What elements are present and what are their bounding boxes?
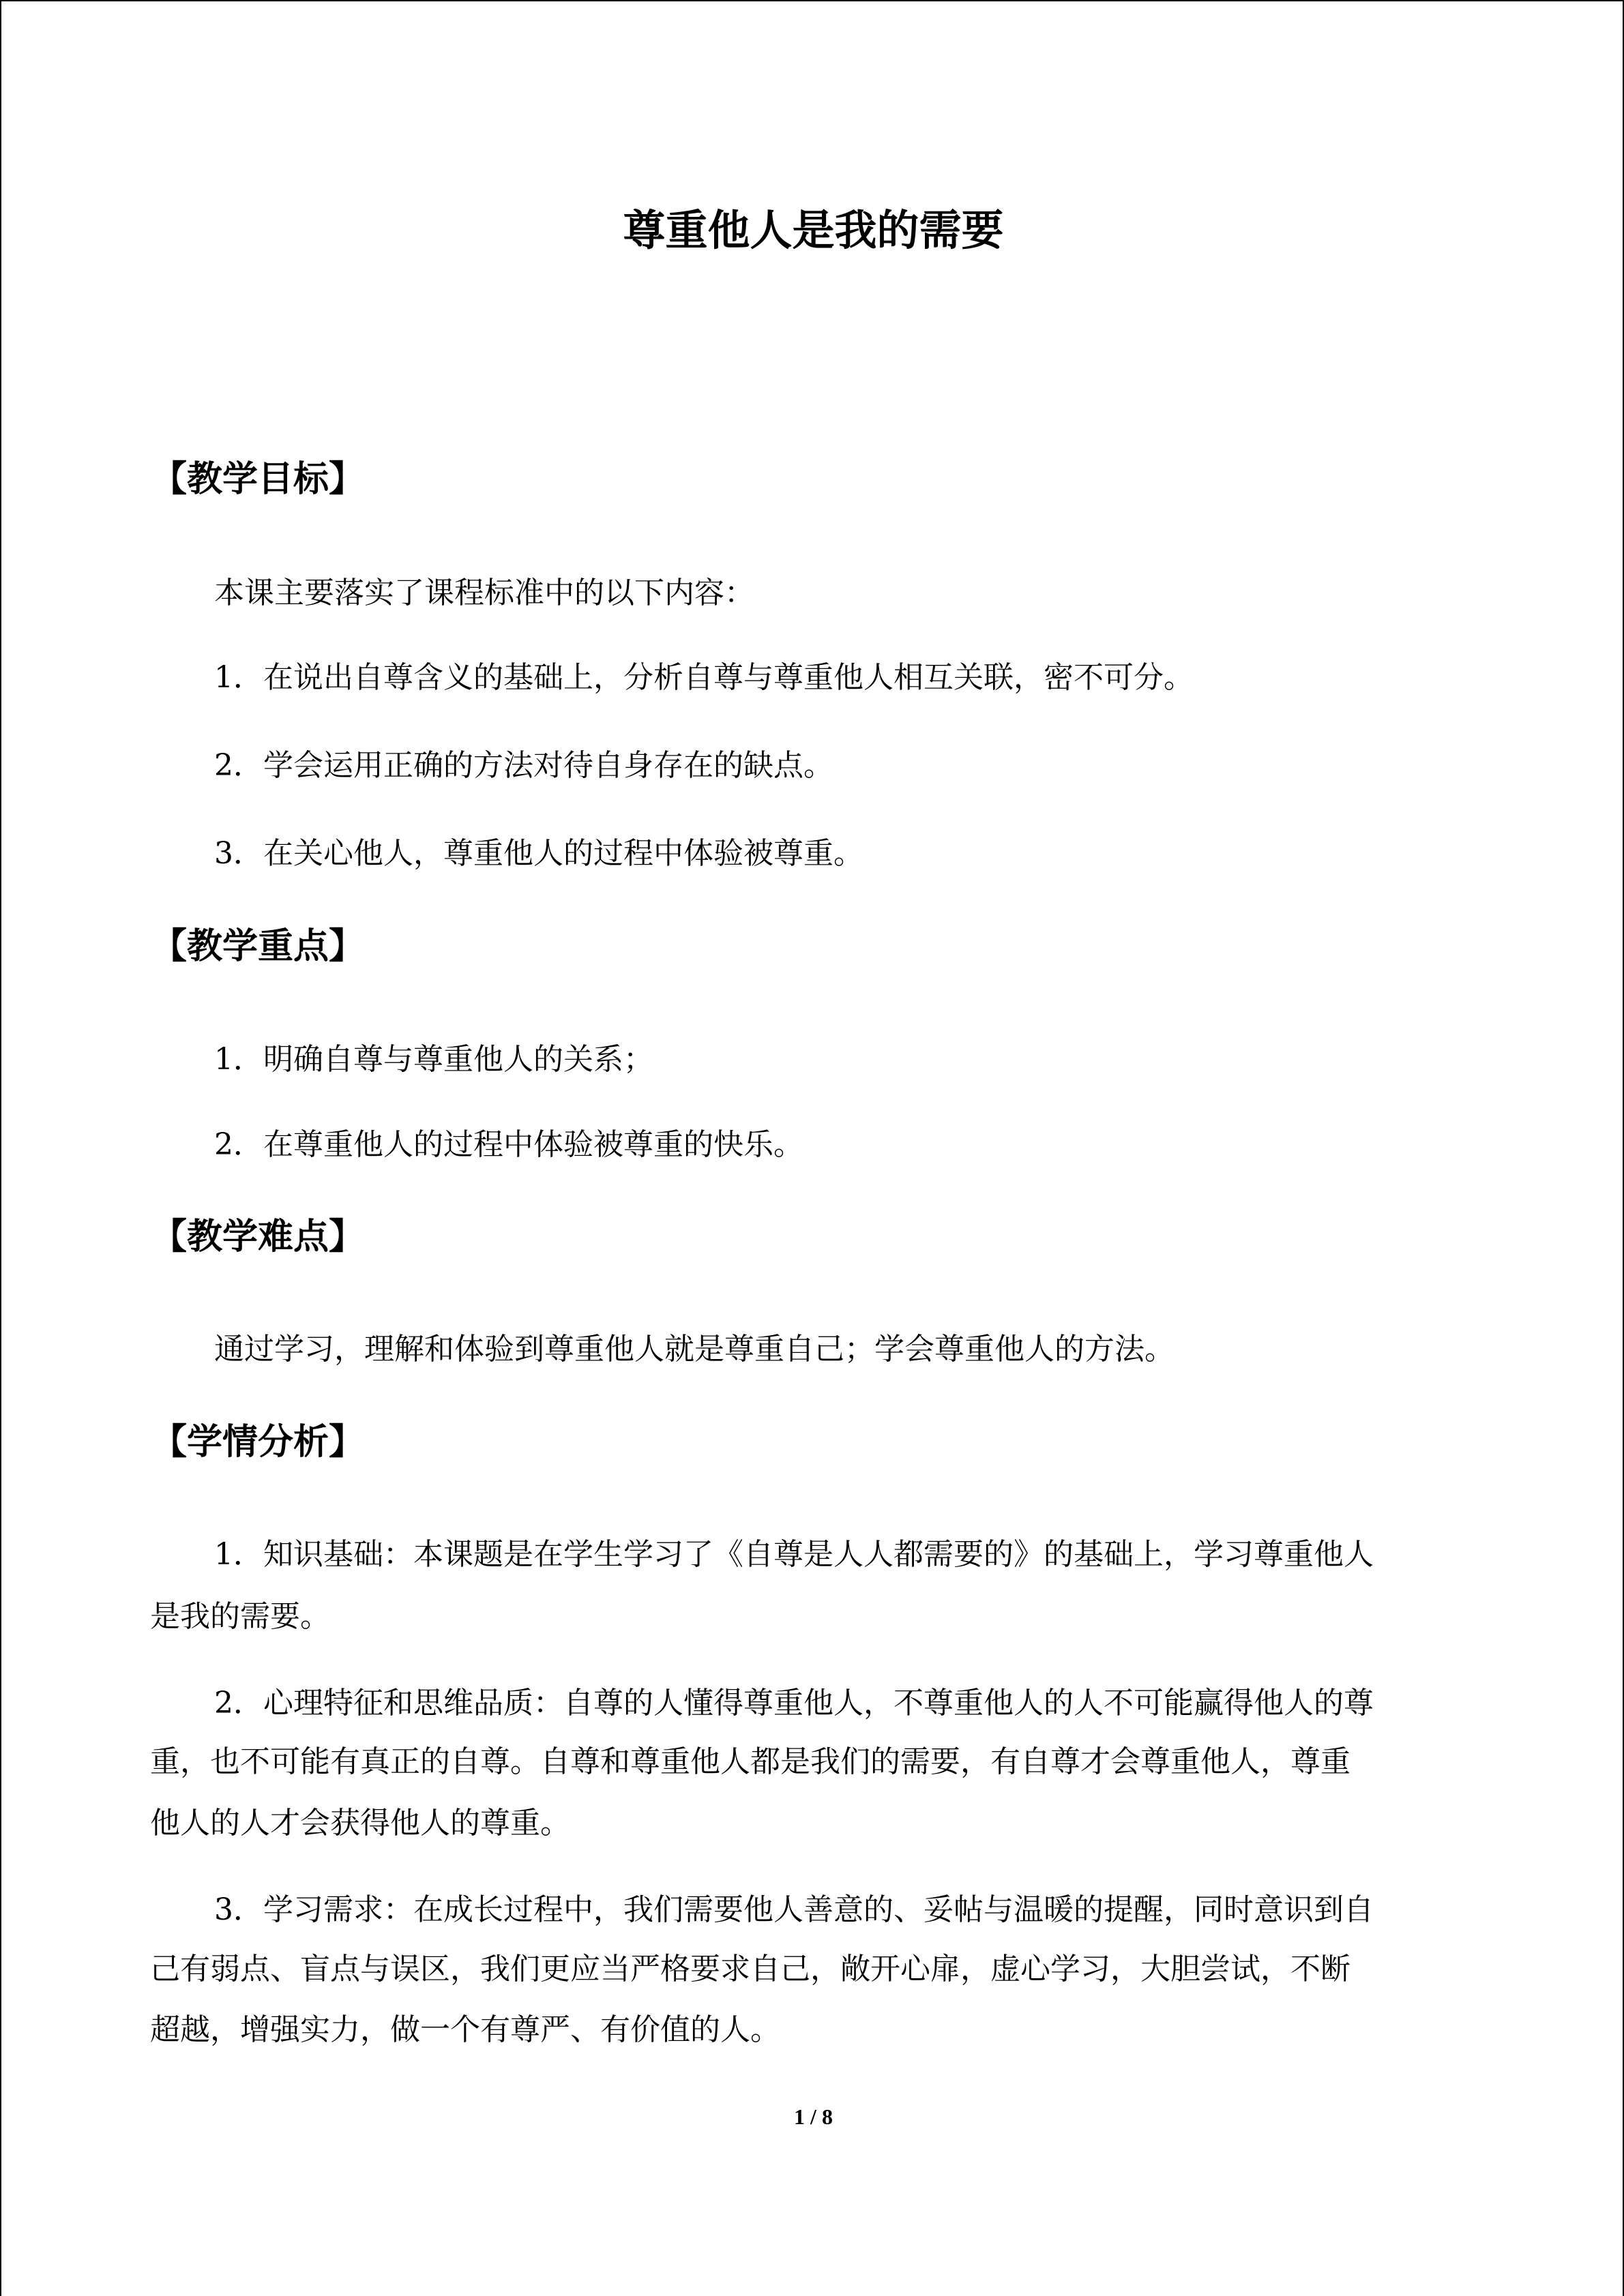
goals-item-3: 3．在关心他人，尊重他人的过程中体验被尊重。	[214, 836, 863, 871]
analysis-para2-line2: 重，也不可能有真正的自尊。自尊和尊重他人都是我们的需要，有自尊才会尊重他人，尊重	[150, 1744, 1350, 1779]
goals-item-1: 1．在说出自尊含义的基础上，分析自尊与尊重他人相互关联，密不可分。	[214, 660, 1194, 695]
analysis-para3-line3: 超越，增强实力，做一个有尊严、有价值的人。	[150, 2012, 780, 2047]
analysis-para3-line2: 己有弱点、盲点与误区，我们更应当严格要求自己，敞开心扉，虚心学习，大胆尝试，不断	[150, 1952, 1350, 1986]
page-number: 1 / 8	[794, 2104, 833, 2129]
key-points-item-1: 1．明确自尊与尊重他人的关系；	[214, 1042, 653, 1077]
difficulties-text: 通过学习，理解和体验到尊重他人就是尊重自己；学会尊重他人的方法。	[214, 1332, 1175, 1367]
goals-item-2: 2．学会运用正确的方法对待自身存在的缺点。	[214, 748, 833, 783]
analysis-para1-line2: 是我的需要。	[150, 1599, 330, 1634]
goals-intro: 本课主要落实了课程标准中的以下内容：	[214, 576, 754, 610]
section-heading-goals: 【教学目标】	[151, 458, 365, 500]
analysis-para2-line1: 2．心理特征和思维品质：自尊的人懂得尊重他人，不尊重他人的人不可能赢得他人的尊	[214, 1686, 1374, 1720]
analysis-para2-line3: 他人的人才会获得他人的尊重。	[150, 1806, 570, 1840]
analysis-para1-line1: 1．知识基础：本课题是在学生学习了《自尊是人人都需要的》的基础上，学习尊重他人	[214, 1537, 1374, 1572]
key-points-item-2: 2．在尊重他人的过程中体验被尊重的快乐。	[214, 1127, 803, 1162]
document-title: 尊重他人是我的需要	[623, 205, 1004, 255]
section-heading-analysis: 【学情分析】	[151, 1421, 365, 1463]
section-heading-difficulties: 【教学难点】	[151, 1216, 365, 1257]
analysis-para3-line1: 3．学习需求：在成长过程中，我们需要他人善意的、妥帖与温暖的提醒，同时意识到自	[214, 1892, 1374, 1927]
section-heading-key-points: 【教学重点】	[151, 925, 365, 967]
